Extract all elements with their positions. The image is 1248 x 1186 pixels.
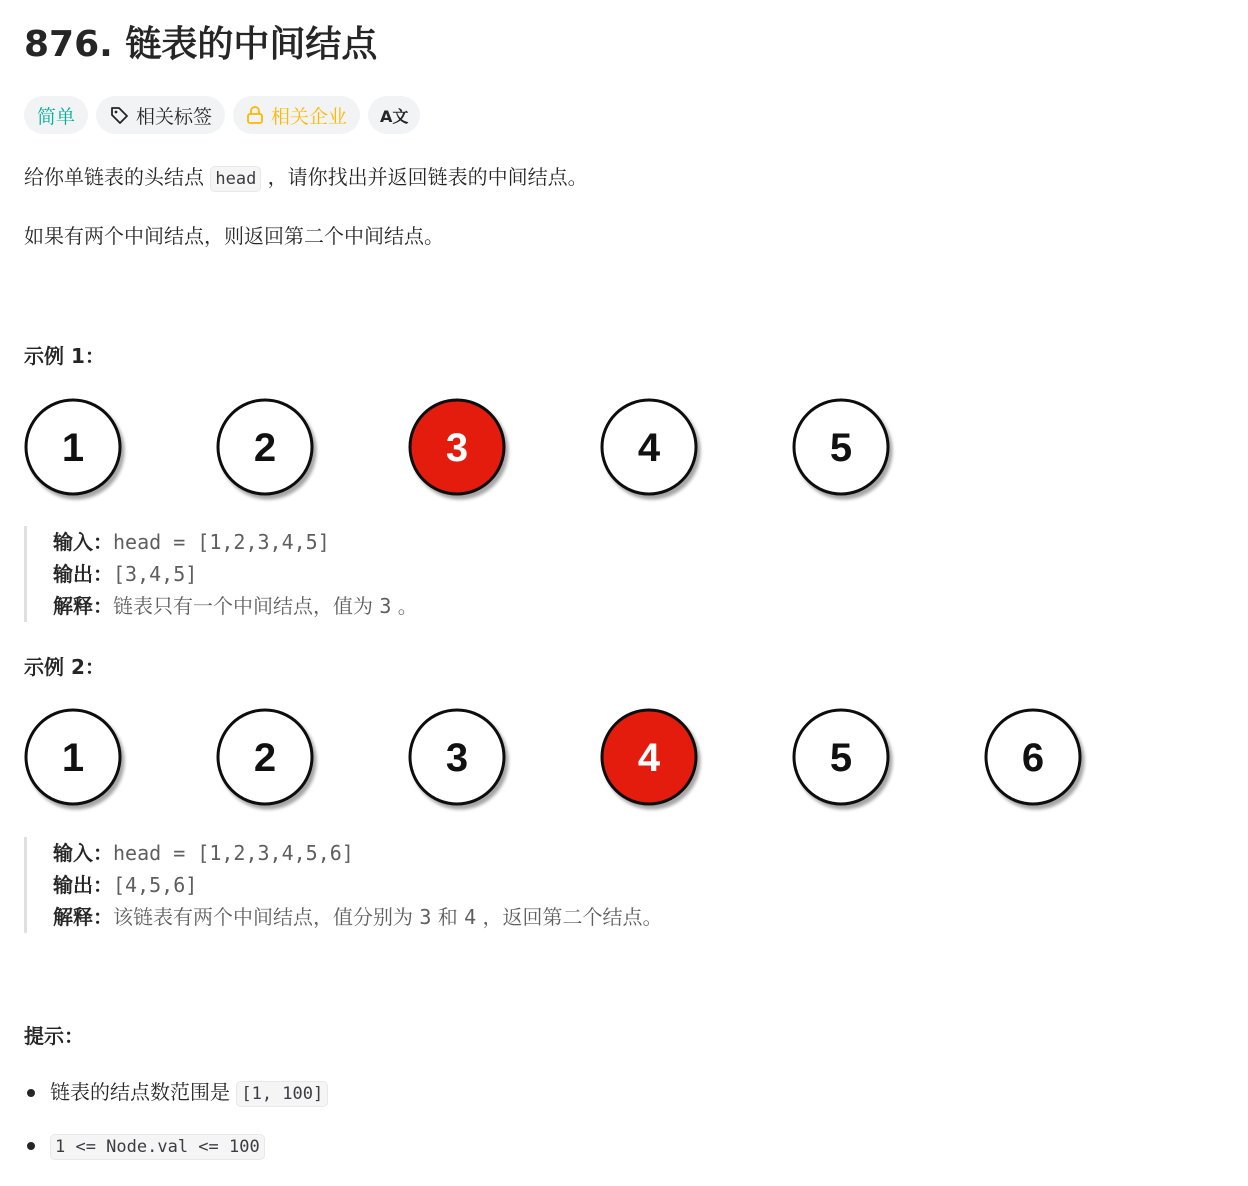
list-node-ex1-2 [218,400,312,494]
related-tags-button[interactable] [96,96,225,134]
example-1-heading: 示例 1： [24,344,105,368]
list-node-ex2-6 [986,710,1080,804]
list-node-ex1-4 [602,400,696,494]
constraints-list [24,1072,328,1178]
example-2-heading: 示例 2： [24,655,105,679]
problem-title: 876. 链表的中间结点 [24,24,378,65]
node-label: 2 [253,736,277,780]
list-node-ex1-3 [410,400,504,494]
example-2-output: 输出：[4,5,6] [53,873,198,897]
example-1-explanation: 解释：链表只有一个中间结点，值为 3 。 [53,594,418,618]
node-label: 1 [61,426,85,470]
related-companies-button[interactable] [233,96,360,134]
inline-code-val-range: 1 <= Node.val <= 100 [50,1134,265,1160]
list-node-ex2-3 [410,710,504,804]
lock-icon [246,105,264,125]
description-paragraph-2: 如果有两个中间结点，则返回第二个中间结点。 [24,224,444,248]
related-companies-label: 相关企业 [271,105,348,128]
tag-icon [109,105,129,125]
node-label: 4 [637,426,661,470]
related-tags-label: 相关标签 [136,105,213,128]
node-label: 3 [445,736,469,780]
example-2-linked-list-diagram [0,702,1248,814]
example-2-block [24,837,663,933]
list-node-ex2-1 [26,710,120,804]
example-2-input: 输入：head = [1,2,3,4,5,6] [53,841,354,865]
constraint-item: 链表的结点数范围是 [1, 100] [24,1072,328,1112]
inline-code-range: [1, 100] [236,1081,328,1107]
node-label: 5 [829,736,853,780]
description-paragraph-1: 给你单链表的头结点 head ，请你找出并返回链表的中间结点。 [24,162,588,194]
node-label: 3 [445,426,469,470]
inline-code-head: head [210,166,261,192]
node-label: 6 [1021,736,1045,780]
constraint-item [24,1125,328,1165]
difficulty-badge[interactable] [24,96,88,134]
node-label: 1 [61,736,85,780]
node-label: 2 [253,426,277,470]
example-1-input: 输入：head = [1,2,3,4,5] [53,530,330,554]
example-1-block [24,526,418,622]
list-node-ex2-2 [218,710,312,804]
list-node-ex2-4 [602,710,696,804]
list-node-ex1-5 [794,400,888,494]
tag-bar [24,96,420,134]
translate-icon: A文 [380,106,409,126]
difficulty-label: 简单 [37,105,76,128]
constraints-heading: 提示： [24,1024,84,1048]
list-node-ex2-5 [794,710,888,804]
node-label: 4 [637,736,661,780]
translate-button[interactable] [368,96,420,134]
example-2-explanation: 解释：该链表有两个中间结点，值分别为 3 和 4 ，返回第二个结点。 [53,905,663,929]
example-1-linked-list-diagram [0,392,1248,504]
example-1-output: 输出：[3,4,5] [53,562,198,586]
node-label: 5 [829,426,853,470]
list-node-ex1-1 [26,400,120,494]
